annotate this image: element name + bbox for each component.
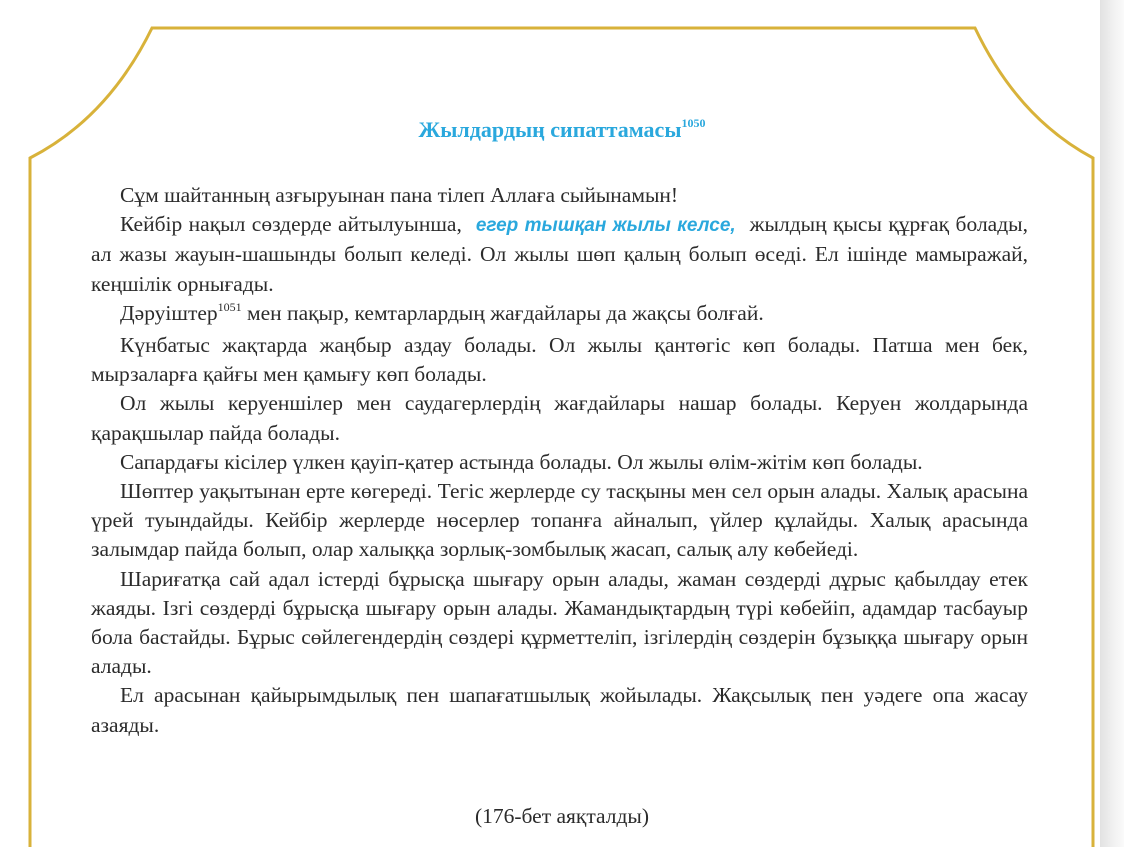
paragraph-text: мен пақыр, кемтарлардың жағдайлары да жақсы болғай.: [241, 300, 764, 325]
paragraph-text: Кейбір нақыл сөздерде айтылуынша,: [120, 212, 462, 237]
page-title: [0, 117, 1124, 143]
highlighted-phrase: егер тышқан жылы келсе,: [475, 215, 736, 237]
paragraph: Сапардағы кісілер үлкен қауіп-қатер астында болады. Ол жылы өлім-жітім көп болады.: [120, 449, 923, 474]
paragraph: Ел арасынан қайырымдылық пен шапағатшылық жойылады. Жақсылық пен уәдеге опа жасау азаяды.: [91, 683, 1028, 737]
page-end-note: (176-бет аяқталды): [474, 804, 650, 828]
body-text: [91, 181, 1028, 740]
paragraph: Шариғатқа сай адал істерді бұрысқа шығару орын алады, жаман сөздерді дұрыс қабылдау етек жаяды. Ізгі сөздерді бұрысқа шығару орын алады. Жамандықтардың түрі көбейіп, адамдар тасбауыр бола бастайды. Бұрыс сөйлегендердің сөздері құрметтеліп, ізгілердің сөздерін бұзыққа шығару орын алады.: [91, 566, 1028, 679]
paragraph: Сұм шайтанның азғыруынан пана тілеп Аллаға сыйынамын!: [120, 183, 679, 207]
paragraph-text: жылдың қысы құрғақ болады, ал жазы жауын-шашынды болып келеді. Ол жылы шөп қалың болып өседі. Ел ішінде мамыражай, кеңшілік орнығады.: [91, 212, 1028, 296]
paragraph: Ол жылы керуеншілер мен саудагерлердің жағдайлары нашар болады. Керуен жолдарында қарақшылар пайда болады.: [91, 391, 1028, 445]
paragraph: [91, 210, 1028, 299]
paragraph: Күнбатыс жақтарда жаңбыр аздау болады. Ол жылы қантөгіс көп болады. Патша мен бек, мырзаларға қайғы мен қамығу көп болады.: [91, 333, 1028, 387]
footnote-marker: 1051: [217, 299, 242, 314]
paragraph-text: Дәруіштер: [120, 300, 218, 325]
paragraph: Шөптер уақытынан ерте көгереді. Тегіс жерлерде су тасқыны мен сел орын алады. Халық арасына үрей туындайды. Кейбір жерлерде нөсерлер топанға айналып, үйлер құлайды. Халық арасында залымдар пайда болып, олар халыққа зорлық-зомбылық жасап, салық алу көбейеді.: [91, 479, 1028, 562]
title-text: Жылдардың сипаттамасы: [418, 117, 682, 142]
title-footnote: 1050: [681, 116, 706, 130]
paragraph: [91, 299, 1028, 331]
